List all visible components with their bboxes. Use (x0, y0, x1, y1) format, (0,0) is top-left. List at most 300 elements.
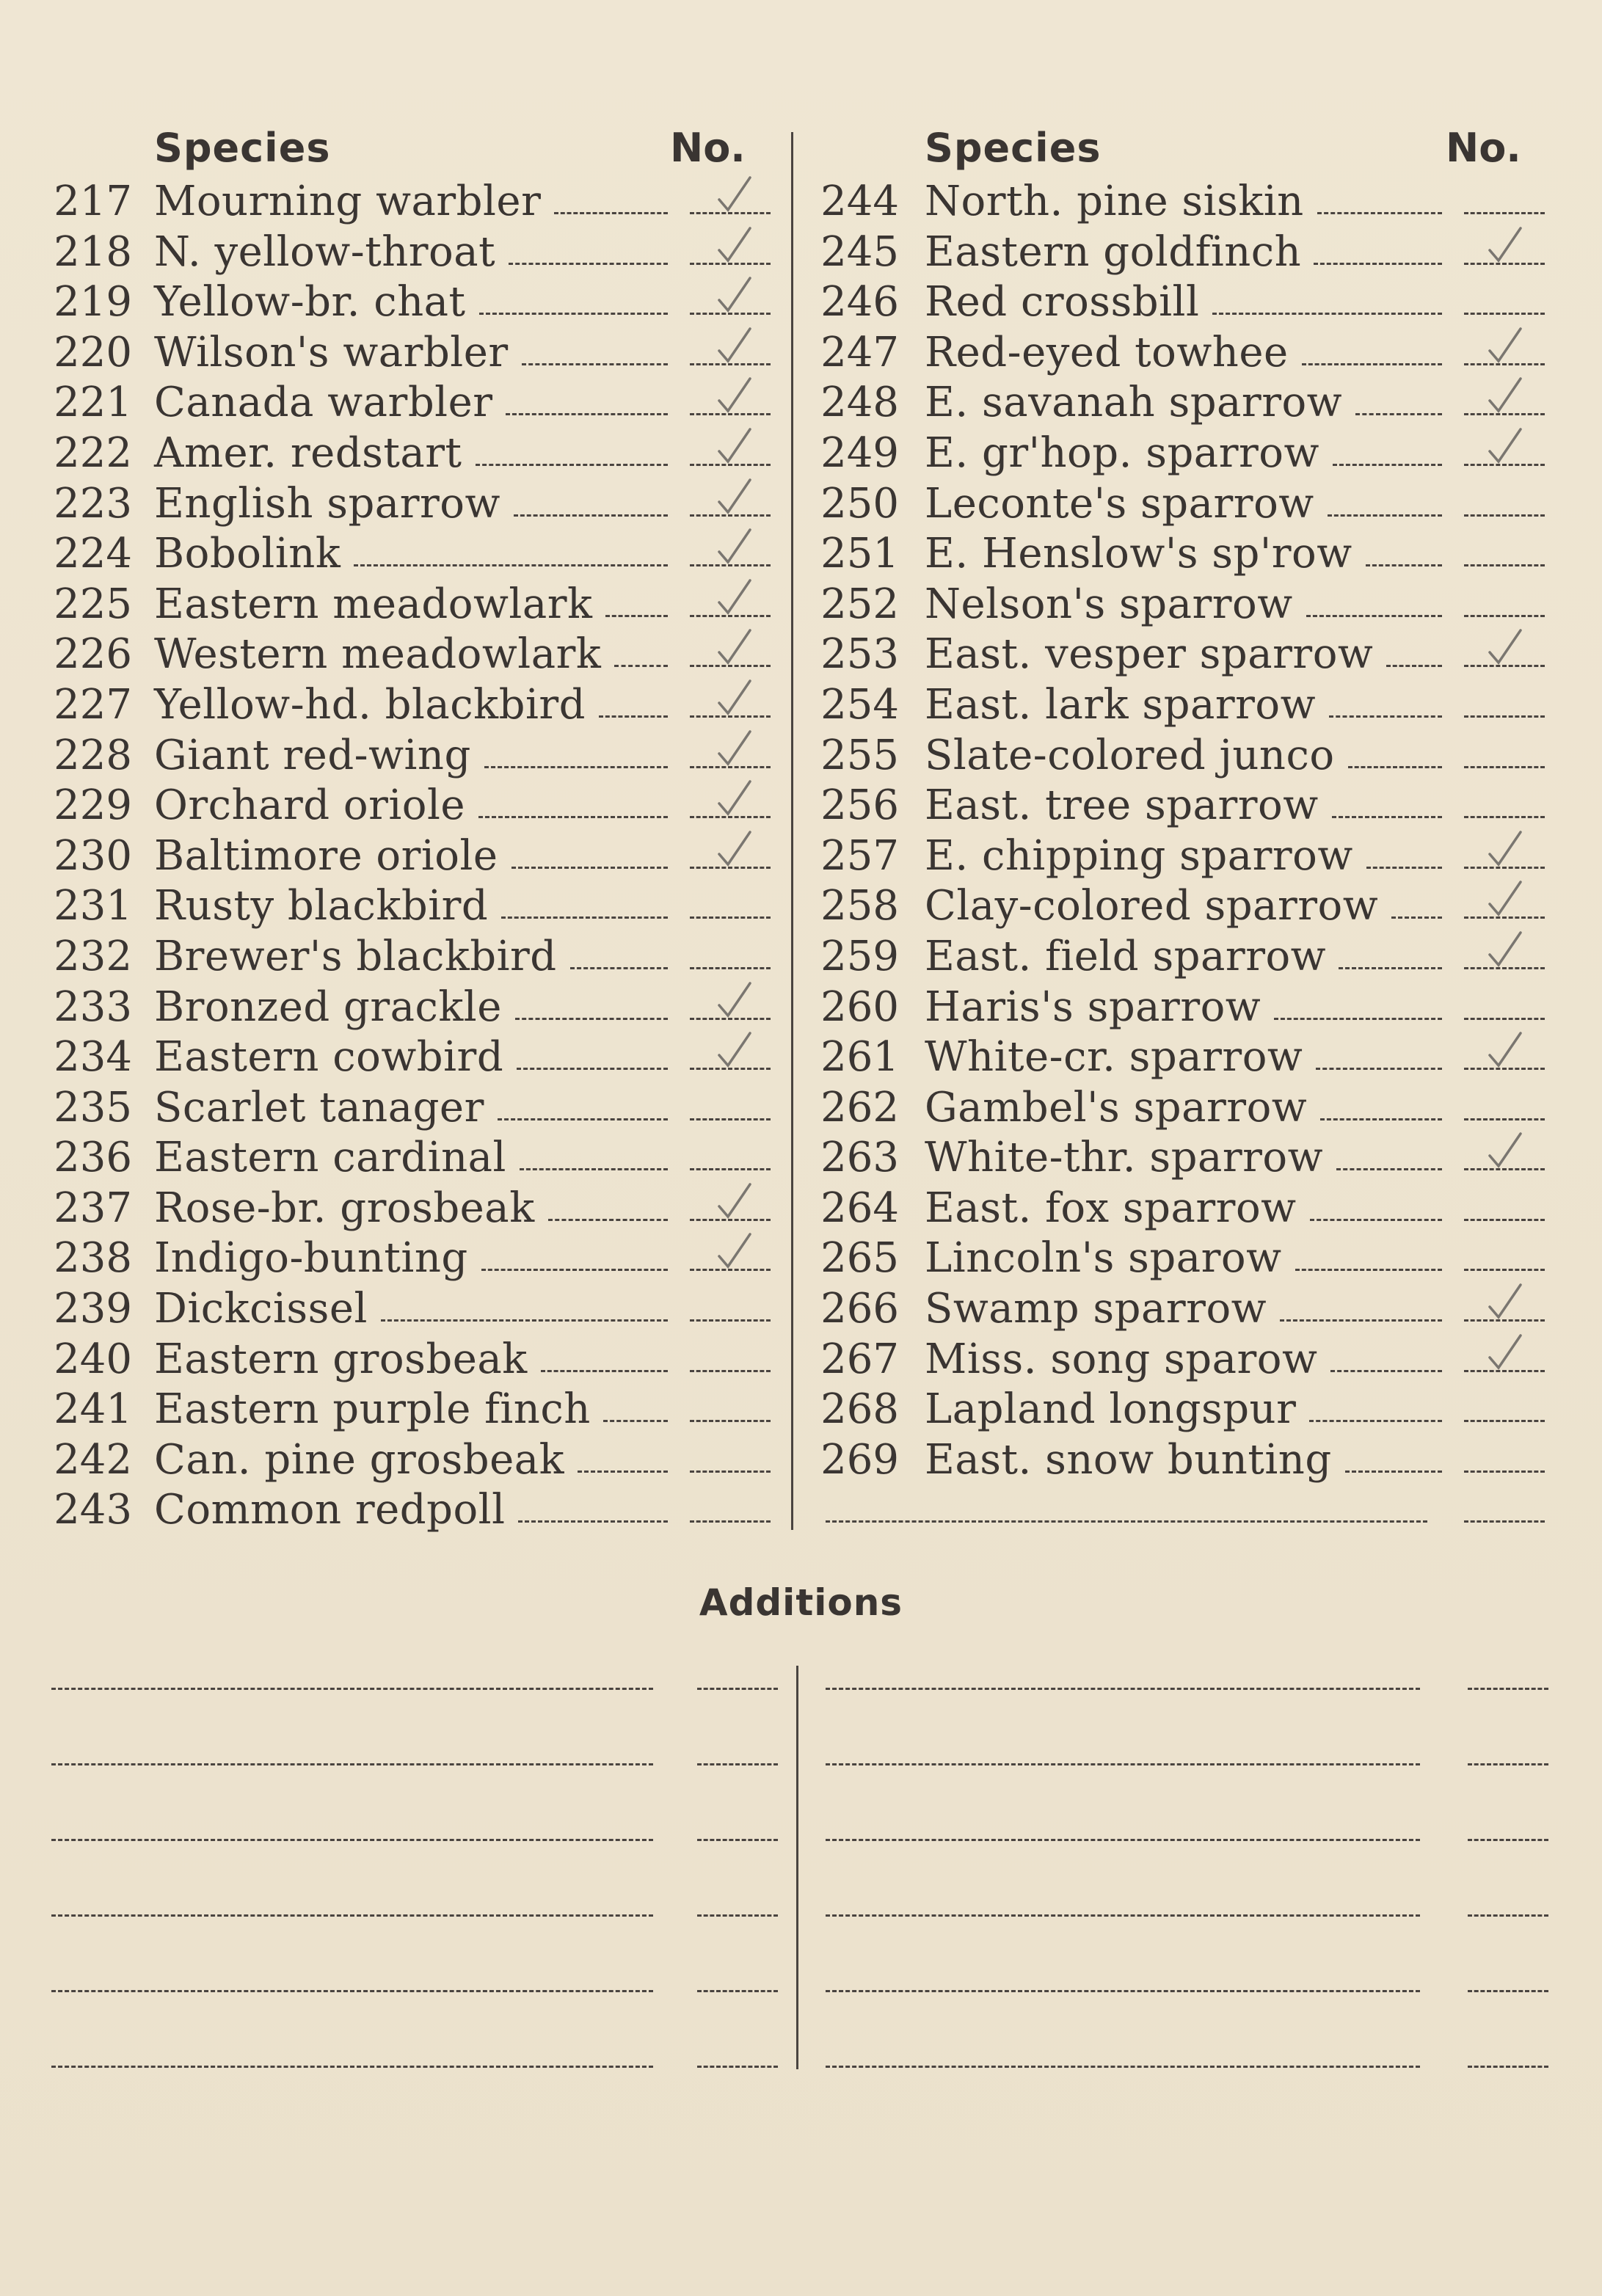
leader-dashes (522, 363, 668, 365)
addition-species-line[interactable] (51, 1763, 653, 1765)
species-number: 269 (820, 1435, 899, 1484)
species-row (811, 882, 1574, 933)
check-mark-icon (712, 323, 756, 367)
species-number: 238 (54, 1234, 132, 1283)
species-row (29, 882, 785, 933)
addition-count-line[interactable] (697, 1914, 778, 1917)
addition-count-line[interactable] (1468, 1763, 1548, 1765)
leader-dashes (614, 665, 668, 667)
species-number: 254 (820, 680, 899, 729)
species-row (811, 1184, 1574, 1235)
species-row (29, 278, 785, 329)
species-name: N. yellow-throat (154, 227, 496, 276)
additions-title: Additions (699, 1581, 903, 1624)
leader-dashes (1386, 665, 1442, 667)
species-name: White-cr. sparrow (925, 1033, 1303, 1082)
leader-dashes (479, 313, 668, 315)
species-name: East. tree sparrow (925, 781, 1319, 830)
species-row (29, 1134, 785, 1184)
species-row (811, 228, 1574, 279)
species-name: Eastern cowbird (154, 1033, 504, 1082)
addition-count-line[interactable] (1468, 1914, 1548, 1917)
leader-dashes (1339, 967, 1442, 969)
check-mark-icon (712, 172, 756, 216)
leader-dashes (603, 1420, 668, 1422)
addition-count-line[interactable] (697, 1990, 778, 1992)
check-mark-icon (712, 675, 756, 719)
leader-dashes (518, 1520, 668, 1523)
species-row (29, 530, 785, 580)
species-row (811, 1385, 1574, 1436)
species-row (811, 781, 1574, 832)
check-mark-icon (712, 272, 756, 316)
species-number: 244 (820, 178, 899, 225)
column-divider-bottom (796, 1666, 798, 2069)
leader-dashes (1310, 1219, 1442, 1221)
species-row (29, 732, 785, 782)
count-blank[interactable] (1464, 766, 1545, 768)
species-number: 265 (820, 1234, 899, 1283)
addition-species-line[interactable] (51, 2066, 653, 2068)
count-blank[interactable] (690, 967, 771, 969)
check-mark-icon (712, 222, 756, 266)
addition-count-line[interactable] (1468, 1839, 1548, 1841)
species-name: Swamp sparrow (925, 1285, 1267, 1333)
addition-count-line[interactable] (697, 1688, 778, 1690)
species-row (29, 983, 785, 1034)
species-number: 233 (54, 983, 132, 1031)
count-blank[interactable] (1464, 212, 1545, 214)
count-blank[interactable] (1464, 514, 1545, 517)
leader-dashes (548, 1219, 668, 1221)
leader-dashes (381, 1319, 668, 1322)
species-number: 220 (54, 328, 132, 376)
species-name: East. snow bunting (925, 1435, 1332, 1484)
leader-dashes (1391, 916, 1442, 919)
addition-species-line[interactable] (826, 1990, 1420, 1992)
count-blank[interactable] (1464, 1018, 1545, 1020)
species-name: English sparrow (154, 479, 500, 528)
species-row (29, 429, 785, 480)
species-row (29, 781, 785, 832)
species-number: 240 (54, 1335, 132, 1383)
species-name: Can. pine grosbeak (154, 1435, 565, 1484)
species-number: 229 (54, 781, 132, 830)
check-mark-icon (712, 423, 756, 467)
species-name: Nelson's sparrow (925, 580, 1293, 628)
species-number: 241 (54, 1385, 132, 1434)
species-header: Species (154, 125, 331, 171)
check-mark-icon (712, 575, 756, 619)
leader-dashes (506, 413, 668, 415)
species-name: Yellow-br. chat (154, 278, 466, 327)
species-number: 217 (54, 178, 132, 225)
species-number: 218 (54, 227, 132, 276)
species-name: Haris's sparrow (925, 983, 1261, 1031)
species-row (29, 379, 785, 429)
right-column (811, 125, 1574, 1537)
leader-dashes (478, 816, 668, 818)
species-name: E. Henslow's sp'row (925, 530, 1352, 578)
species-number: 252 (820, 580, 899, 628)
species-row (811, 429, 1574, 480)
species-name: East. lark sparrow (925, 680, 1317, 729)
species-row (29, 933, 785, 983)
leader-dashes (1366, 867, 1442, 869)
leader-dashes (476, 464, 668, 466)
addition-species-line[interactable] (826, 2066, 1420, 2068)
species-name: East. field sparrow (925, 932, 1327, 980)
species-number: 239 (54, 1285, 132, 1333)
species-header: Species (925, 125, 1102, 171)
species-name: Amer. redstart (154, 429, 462, 477)
species-row (29, 580, 785, 631)
species-number: 230 (54, 831, 132, 880)
addition-count-line[interactable] (1468, 2066, 1548, 2068)
check-mark-icon (1482, 1027, 1526, 1071)
check-mark-icon (712, 726, 756, 770)
check-mark-icon (712, 373, 756, 417)
species-name: East. vesper sparrow (925, 630, 1374, 679)
leader-dashes (1328, 514, 1442, 517)
left-header-row (29, 125, 785, 178)
species-number: 251 (820, 530, 899, 578)
check-mark-icon (1482, 927, 1526, 971)
leader-dashes (605, 615, 668, 617)
check-mark-icon (712, 524, 756, 568)
leader-dashes (1295, 1269, 1442, 1271)
species-number: 235 (54, 1083, 132, 1131)
species-number: 261 (820, 1033, 899, 1082)
species-name: Lapland longspur (925, 1385, 1297, 1434)
species-row (29, 630, 785, 681)
leader-dashes (1317, 212, 1442, 214)
species-name: Red-eyed towhee (925, 328, 1289, 376)
species-number: 237 (54, 1184, 132, 1232)
species-name: E. gr'hop. sparrow (925, 429, 1319, 477)
species-row (811, 1234, 1574, 1285)
leader-dashes (599, 715, 668, 718)
count-blank[interactable] (690, 1319, 771, 1322)
species-name: Eastern purple finch (154, 1385, 591, 1434)
leader-dashes (484, 766, 668, 768)
leader-dashes (517, 1068, 668, 1070)
species-number: 259 (820, 932, 899, 980)
species-row (811, 933, 1574, 983)
check-mark-icon (712, 1178, 756, 1222)
leader-dashes (1366, 564, 1442, 566)
check-mark-icon (712, 1027, 756, 1071)
species-row (811, 1335, 1574, 1386)
species-row (811, 1436, 1574, 1487)
species-number: 258 (820, 882, 899, 930)
species-row (29, 1184, 785, 1235)
species-name: Dickcissel (154, 1285, 368, 1333)
species-row (29, 480, 785, 531)
left-column (29, 125, 785, 1537)
count-blank[interactable] (690, 1118, 771, 1120)
count-blank[interactable] (1464, 1470, 1545, 1473)
species-name: Rose-br. grosbeak (154, 1184, 535, 1232)
species-name: Indigo-bunting (154, 1234, 468, 1283)
addition-count-line[interactable] (1468, 1688, 1548, 1690)
leader-dashes (1330, 1370, 1442, 1372)
check-mark-icon (1482, 423, 1526, 467)
species-name: Leconte's sparrow (925, 479, 1314, 528)
species-name: Eastern meadowlark (154, 580, 593, 628)
species-number: 225 (54, 580, 132, 628)
species-number: 266 (820, 1285, 899, 1333)
number-header: No. (670, 125, 746, 171)
species-number: 223 (54, 479, 132, 528)
species-number: 248 (820, 379, 899, 427)
check-mark-icon (1482, 624, 1526, 668)
leader-dashes (1306, 615, 1442, 617)
species-number: 263 (820, 1134, 899, 1182)
species-row (29, 1285, 785, 1335)
species-name: Scarlet tanager (154, 1083, 484, 1131)
count-blank[interactable] (690, 1470, 771, 1473)
blank-entry-row (811, 1486, 1574, 1537)
count-blank[interactable] (1464, 1420, 1545, 1422)
leader-dashes (1336, 1168, 1442, 1170)
species-number: 262 (820, 1083, 899, 1131)
species-number: 236 (54, 1134, 132, 1182)
leader-dashes (1314, 263, 1442, 265)
leader-dashes (1333, 464, 1442, 466)
species-number: 226 (54, 630, 132, 679)
count-blank[interactable] (1464, 1520, 1545, 1523)
species-number: 232 (54, 932, 132, 980)
addition-species-line[interactable] (826, 1688, 1420, 1690)
count-blank[interactable] (1464, 564, 1545, 566)
species-row (811, 580, 1574, 631)
species-number: 267 (820, 1335, 899, 1383)
species-row (811, 630, 1574, 681)
column-divider-top (791, 132, 793, 1530)
check-mark-icon (712, 776, 756, 820)
addition-count-line[interactable] (1468, 1990, 1548, 1992)
leader-dashes (570, 967, 668, 969)
species-number: 257 (820, 831, 899, 880)
species-number: 253 (820, 630, 899, 679)
leader-dashes (520, 1168, 668, 1170)
leader-dashes (1320, 1118, 1442, 1120)
species-name: Rusty blackbird (154, 882, 489, 930)
species-row (811, 1033, 1574, 1084)
check-mark-icon (1482, 1279, 1526, 1323)
leader-dashes (1332, 816, 1442, 818)
species-name: Orchard oriole (154, 781, 466, 830)
count-blank[interactable] (690, 916, 771, 919)
check-mark-icon (712, 624, 756, 668)
species-number: 256 (820, 781, 899, 830)
leader-dashes (1280, 1319, 1442, 1322)
species-name: Gambel's sparrow (925, 1083, 1308, 1131)
count-blank[interactable] (1464, 313, 1545, 315)
species-name: E. savanah sparrow (925, 379, 1343, 427)
leader-dashes (1329, 715, 1442, 718)
check-mark-icon (1482, 826, 1526, 870)
species-row (29, 832, 785, 883)
count-blank[interactable] (690, 1520, 771, 1523)
species-row (811, 480, 1574, 531)
species-name: Yellow-hd. blackbird (154, 680, 586, 729)
species-name: Canada warbler (154, 379, 493, 427)
count-blank[interactable] (1464, 715, 1545, 718)
species-row (811, 1084, 1574, 1134)
species-name: Clay-colored sparrow (925, 882, 1379, 930)
species-row (811, 379, 1574, 429)
check-mark-icon (1482, 1128, 1526, 1172)
addition-species-line[interactable] (826, 1839, 1420, 1841)
species-row (29, 1486, 785, 1537)
species-number: 231 (54, 882, 132, 930)
species-number: 221 (54, 379, 132, 427)
leader-dashes (498, 1118, 668, 1120)
species-row (29, 1084, 785, 1134)
species-name: Eastern grosbeak (154, 1335, 528, 1383)
check-mark-icon (1482, 323, 1526, 367)
species-name: Western meadowlark (154, 630, 602, 679)
addition-count-line[interactable] (697, 2066, 778, 2068)
check-mark-icon (1482, 222, 1526, 266)
species-name: North. pine siskin (925, 178, 1304, 225)
leader-dashes (1309, 1420, 1442, 1422)
species-row (811, 178, 1574, 228)
species-row (811, 329, 1574, 379)
species-row (29, 1033, 785, 1084)
leader-dashes (1348, 766, 1442, 768)
species-row (29, 178, 785, 228)
check-mark-icon (1482, 1330, 1526, 1374)
species-number: 268 (820, 1385, 899, 1434)
species-number: 255 (820, 731, 899, 779)
species-name: E. chipping sparrow (925, 831, 1353, 880)
species-name: Bobolink (154, 530, 341, 578)
species-name: East. fox sparrow (925, 1184, 1297, 1232)
addition-count-line[interactable] (697, 1763, 778, 1765)
number-header: No. (1446, 125, 1521, 171)
count-blank[interactable] (690, 1168, 771, 1170)
leader-dashes (1302, 363, 1442, 365)
species-row (811, 983, 1574, 1034)
addition-count-line[interactable] (697, 1839, 778, 1841)
species-row (29, 1234, 785, 1285)
leader-dashes (1212, 313, 1442, 315)
count-blank[interactable] (1464, 1269, 1545, 1271)
species-name: Bronzed grackle (154, 983, 502, 1031)
leader-dashes (1345, 1470, 1442, 1473)
species-number: 242 (54, 1435, 132, 1484)
species-row (811, 1134, 1574, 1184)
leader-dashes (1274, 1018, 1442, 1020)
species-row (811, 732, 1574, 782)
right-header-row (811, 125, 1574, 178)
leader-dashes (1316, 1068, 1442, 1070)
species-name: Mourning warbler (154, 178, 542, 225)
leader-dashes (481, 1269, 668, 1271)
check-mark-icon (712, 474, 756, 518)
species-name: Lincoln's sparow (925, 1234, 1282, 1283)
species-name: Brewer's blackbird (154, 932, 557, 980)
species-number: 250 (820, 479, 899, 528)
species-number: 247 (820, 328, 899, 376)
leader-dashes (511, 867, 668, 869)
leader-dashes (1355, 413, 1442, 415)
species-name: Giant red-wing (154, 731, 471, 779)
species-name: Baltimore oriole (154, 831, 498, 880)
leader-dashes (514, 514, 668, 517)
check-mark-icon (1482, 876, 1526, 920)
species-number: 243 (54, 1486, 132, 1534)
leader-dashes (541, 1370, 668, 1372)
count-blank[interactable] (1464, 1118, 1545, 1120)
species-row (29, 1385, 785, 1436)
count-blank[interactable] (1464, 1219, 1545, 1221)
count-blank[interactable] (1464, 816, 1545, 818)
species-row (29, 1335, 785, 1386)
species-row (29, 228, 785, 279)
check-mark-icon (712, 1228, 756, 1272)
species-row (811, 832, 1574, 883)
species-name: White-thr. sparrow (925, 1134, 1324, 1182)
species-number: 219 (54, 278, 132, 327)
leader-dashes (578, 1470, 668, 1473)
species-name: Wilson's warbler (154, 328, 509, 376)
addition-species-line[interactable] (826, 1763, 1420, 1765)
species-row (29, 681, 785, 732)
leader-dashes (515, 1018, 668, 1020)
species-name: Eastern cardinal (154, 1134, 506, 1182)
species-row (29, 329, 785, 379)
species-row (811, 681, 1574, 732)
species-number: 227 (54, 680, 132, 729)
blank-species-line[interactable] (826, 1520, 1427, 1523)
species-name: Miss. song sparow (925, 1335, 1318, 1383)
species-number: 245 (820, 227, 899, 276)
species-number: 260 (820, 983, 899, 1031)
leader-dashes (354, 564, 668, 566)
species-row (811, 530, 1574, 580)
addition-species-line[interactable] (51, 1688, 653, 1690)
species-number: 249 (820, 429, 899, 477)
check-mark-icon (712, 826, 756, 870)
species-number: 264 (820, 1184, 899, 1232)
species-number: 224 (54, 530, 132, 578)
species-name: Eastern goldfinch (925, 227, 1302, 276)
count-blank[interactable] (690, 1420, 771, 1422)
count-blank[interactable] (690, 1370, 771, 1372)
addition-species-line[interactable] (51, 1990, 653, 1992)
species-number: 222 (54, 429, 132, 477)
count-blank[interactable] (1464, 615, 1545, 617)
species-name: Slate-colored junco (925, 731, 1335, 779)
species-row (29, 1436, 785, 1487)
species-name: Red crossbill (925, 278, 1200, 327)
addition-species-line[interactable] (826, 1914, 1420, 1917)
leader-dashes (554, 212, 668, 214)
species-row (811, 278, 1574, 329)
addition-species-line[interactable] (51, 1914, 653, 1917)
species-number: 228 (54, 731, 132, 779)
species-name: Common redpoll (154, 1486, 506, 1534)
addition-species-line[interactable] (51, 1839, 653, 1841)
species-row (811, 1285, 1574, 1335)
check-mark-icon (1482, 373, 1526, 417)
leader-dashes (509, 263, 668, 265)
check-mark-icon (712, 977, 756, 1021)
